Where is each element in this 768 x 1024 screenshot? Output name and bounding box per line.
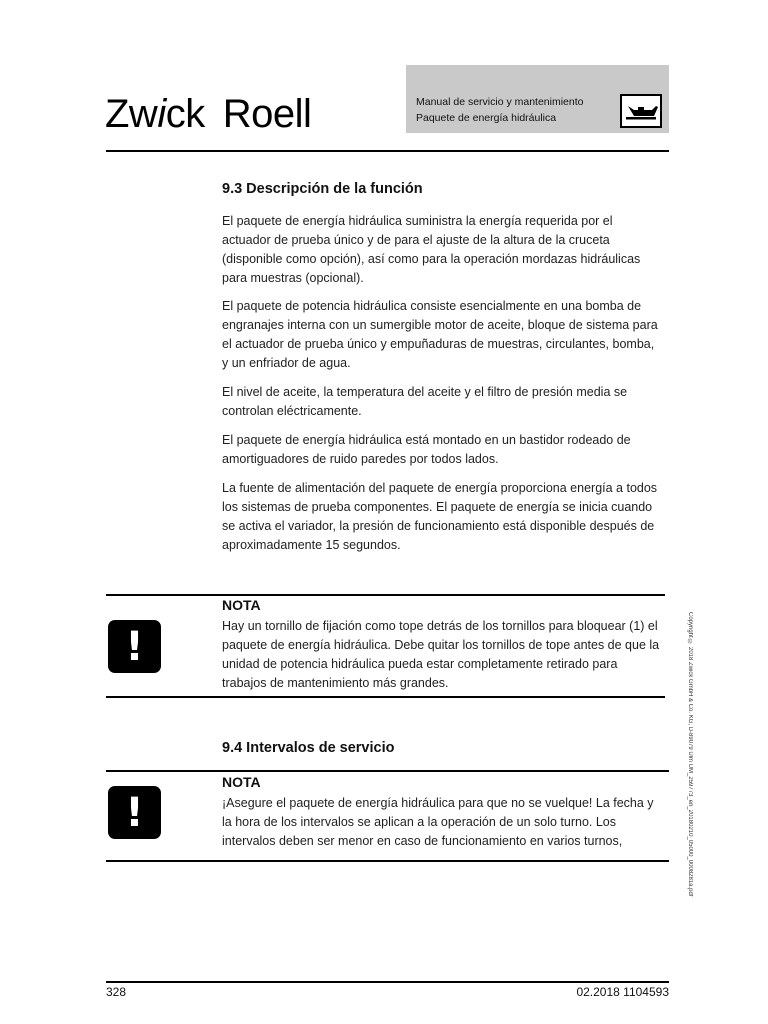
note-rule-top xyxy=(106,770,669,772)
manual-subtitle: Paquete de energía hidráulica xyxy=(416,112,557,124)
paragraph: El paquete de energía hidráulica suministra la energía requerida por el actuador de prueba único y de para el ajuste de la altura de la cruceta (disponible como opción), así como para la operación mordazas hidráulicas para muestras (opcional). xyxy=(222,214,641,285)
note-title: NOTA xyxy=(222,774,261,790)
note-text: Hay un tornillo de fijación como tope detrás de los tornillos para bloquear (1) el paquete de energía hidráulica. Debe quitar los tornillos de tope antes de que la unidad de potencia hidráulica pueda estar completamente retirado para trabajos de mantenimiento más grandes. xyxy=(222,619,660,690)
note-title: NOTA xyxy=(222,597,261,613)
note-rule-bottom xyxy=(106,696,665,698)
warning-icon: ! xyxy=(108,620,161,673)
document-reference: 02.2018 1104593 xyxy=(576,985,669,999)
paragraph: El paquete de potencia hidráulica consiste esencialmente en una bomba de engranajes interna con un sumergible motor de aceite, bloque de sistema para el actuador de prueba único y empuñaduras de muestras, circulantes, bomba, y un enfriador de agua. xyxy=(222,299,658,370)
oil-can-icon xyxy=(620,94,662,128)
header-rule xyxy=(106,150,669,152)
copyright-notice: Copyright © 2018 Zwick GmbH & Co. KG, D-89079 Ulm UM_259773_en_20180210_05000_0008281a.pdf xyxy=(687,612,693,897)
page-number: 328 xyxy=(106,985,127,999)
footer-rule xyxy=(106,981,669,983)
warning-icon: ! xyxy=(108,786,161,839)
header-info-box xyxy=(406,65,669,133)
paragraph: El paquete de energía hidráulica está montado en un bastidor rodeado de amortiguadores de ruido paredes por todos lados. xyxy=(222,433,631,466)
paragraph: El nivel de aceite, la temperatura del aceite y el filtro de presión media se controlan eléctricamente. xyxy=(222,385,628,418)
company-logo: Zwick Roell xyxy=(105,92,312,136)
note-rule-bottom xyxy=(106,860,669,862)
note-text: ¡Asegure el paquete de energía hidráulica para que no se vuelque! La fecha y la hora de los intervalos se aplican a la operación de un solo turno. Los intervalos deben ser menor en caso de funcionamiento en varios turnos, xyxy=(222,796,654,848)
note-rule-top xyxy=(106,594,665,596)
section-title-function: 9.3 Descripción de la función xyxy=(222,181,423,197)
paragraph: La fuente de alimentación del paquete de energía proporciona energía a todos los sistemas de prueba componentes. El paquete de energía se inicia cuando se activa el variador, la presión de funcionamiento está disponible después de aproximadamente 15 segundos. xyxy=(222,481,658,552)
manual-title: Manual de servicio y mantenimiento xyxy=(416,96,584,108)
section-title-service-intervals: 9.4 Intervalos de servicio xyxy=(222,740,395,756)
